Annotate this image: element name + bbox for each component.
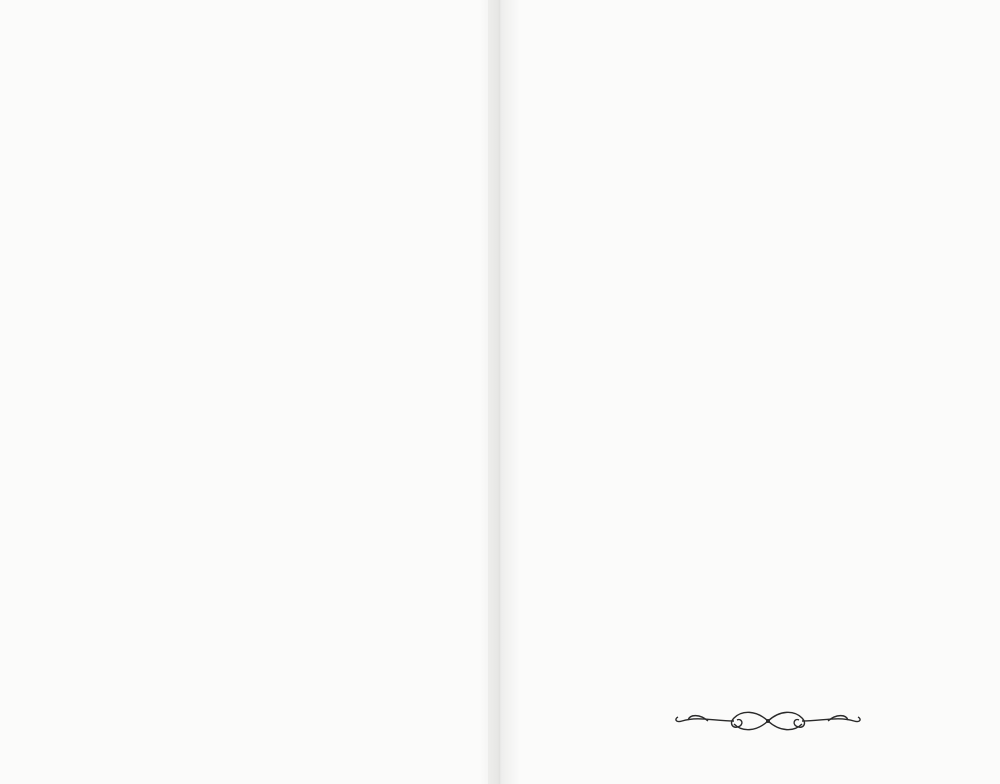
left-page bbox=[0, 0, 488, 784]
right-page bbox=[500, 0, 1000, 784]
book-gutter bbox=[480, 0, 520, 784]
ornament-flourish-icon bbox=[668, 706, 868, 736]
